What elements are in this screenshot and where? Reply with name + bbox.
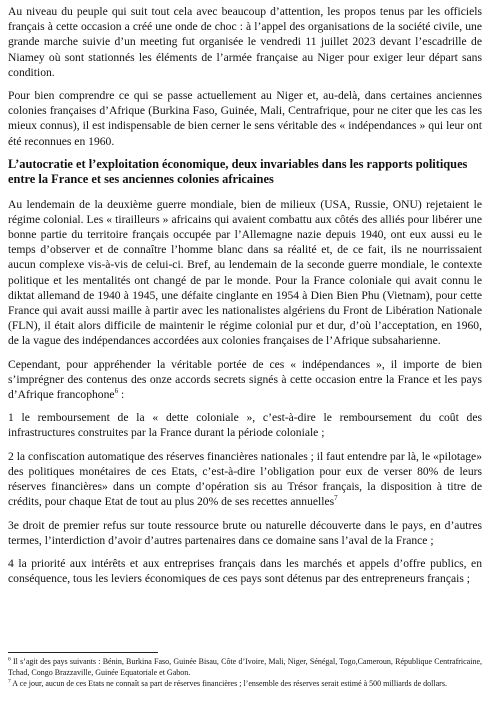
accords-intro-end: :: [118, 388, 125, 402]
list-item-3: 3e droit de premier refus sur toute ressource brute ou naturelle découverte dans le pays, en d’autres termes, l’interdiction d’avoir d’autres partenaires dans ce domaine sans l’aval de la France ;: [8, 518, 482, 547]
accords-intro-paragraph: [8, 357, 482, 403]
list-item-2-text: 2 la confiscation automatique des réserves financières nationales ; il faut entendre par là, le «pilotage» des politiques monétaires de ces Etats, c’est-à-dire l’obligation pour eux de verser 80% de leurs réserves financières» dans un compte d’opération sis au Trésor français, la disposition à titre de crédits, pour chaque Etat de tout au plus 20% de ses recettes annuelles: [8, 449, 482, 509]
accords-intro-text: Cependant, pour appréhender la véritable portée de ces « indépendances », il importe de bien s’imprégner des contenus des onze accords secrets signés à cette occasion entre la France et les pays d’Afrique francophone: [8, 357, 482, 402]
intro-paragraph-2: Pour bien comprendre ce qui se passe actuellement au Niger et, au-delà, dans certaines anciennes colonies françaises d’Afrique (Burkina Faso, Guinée, Mali, Centrafrique, pour ne citer que les cas les mieux connus), il est indispensable de bien cerner le sens véritable des « indépendances » qui leur ont été reconnues en 1960.: [8, 89, 482, 148]
intro-paragraph-1: Au niveau du peuple qui suit tout cela avec beaucoup d’attention, les propos tenus par les officiels français à cette occasion a créé une onde de choc : à l’appel des organisations de la société civile, une grande marche suivie d’un meeting fut organisée le vendredi 11 juillet 2023 devant l’escadrille de Niamey où sont stationnés les éléments de l’armée française au Niger pour exiger leur départ sans condition.: [8, 5, 482, 79]
footnote-marker: 6: [8, 656, 11, 663]
body-paragraph: Au lendemain de la deuxième guerre mondiale, bien de milieux (USA, Russie, ONU) rejetaient le régime colonial. Les « tirailleurs » africains qui avaient combattu aux côtés des alliés pour libérer une bonne partie du territoire français occupée par l’Allemagne nazie depuis 1940, ont eux aussi eu le temps d’observer et de connaître l’homme blanc dans sa réalité et, de ce fait, ils ne nourrissaient aucun complexe vis-à-vis de celui-ci. Bref, au lendemain de la seconde guerre mondiale, le contexte politique et les mentalités ont changé de par le monde. Pour la France coloniale qui avait connu le diktat allemand de 1940 à 1945, une défaite cinglante en 1954 à Dien Bien Phu (Vietnam), pour cette France qui avait aussi maille à partir avec les nationalistes algériens du Front de Libération Nationale (FLN), il était alors difficile de maintenir le régime colonial pur et dur, d’où l’acceptation, en 1960, de la vague des indépendances accordées aux colonies françaises de l’Afrique subsaharienne.: [8, 197, 482, 348]
footnote-ref-7[interactable]: 7: [334, 494, 338, 503]
footnote-divider: [8, 652, 158, 653]
footnote-text: Il s’agit des pays suivants : Bénin, Burkina Faso, Guinée Bisau, Côte d’Ivoire, Mali, Niger, Sénégal, Togo,Cameroun, République Centrafricaine, Tchad, Congo Brazzaville, Guinée Equatoriale et Gabon.: [8, 657, 482, 677]
footnote-marker: 7: [8, 678, 11, 685]
footnote-7: [8, 679, 482, 690]
list-item-4: 4 la priorité aux intérêts et aux entreprises français dans les marchés et appels d’offre publics, en conséquence, tous les leviers économiques de ces pays sont détenus par des entrepreneurs français ;: [8, 556, 482, 586]
footnote-ref-6[interactable]: 6: [114, 387, 119, 396]
list-item-2: [8, 449, 482, 510]
footnote-6: [8, 657, 482, 678]
footnotes: [8, 652, 482, 691]
footnote-text: A ce jour, aucun de ces Etats ne connaît sa part de réserves financières ; l’ensemble des réserves serait estimé à 500 milliards de dollars.: [10, 679, 447, 689]
list-item-1: 1 le remboursement de la « dette coloniale », c’est-à-dire le remboursement du coût des infrastructures construites par la France durant la période coloniale ;: [8, 411, 482, 440]
section-heading: L’autocratie et l’exploitation économique, deux invariables dans les rapports politiques entre la France et ses anciennes colonies africaines: [8, 156, 468, 187]
